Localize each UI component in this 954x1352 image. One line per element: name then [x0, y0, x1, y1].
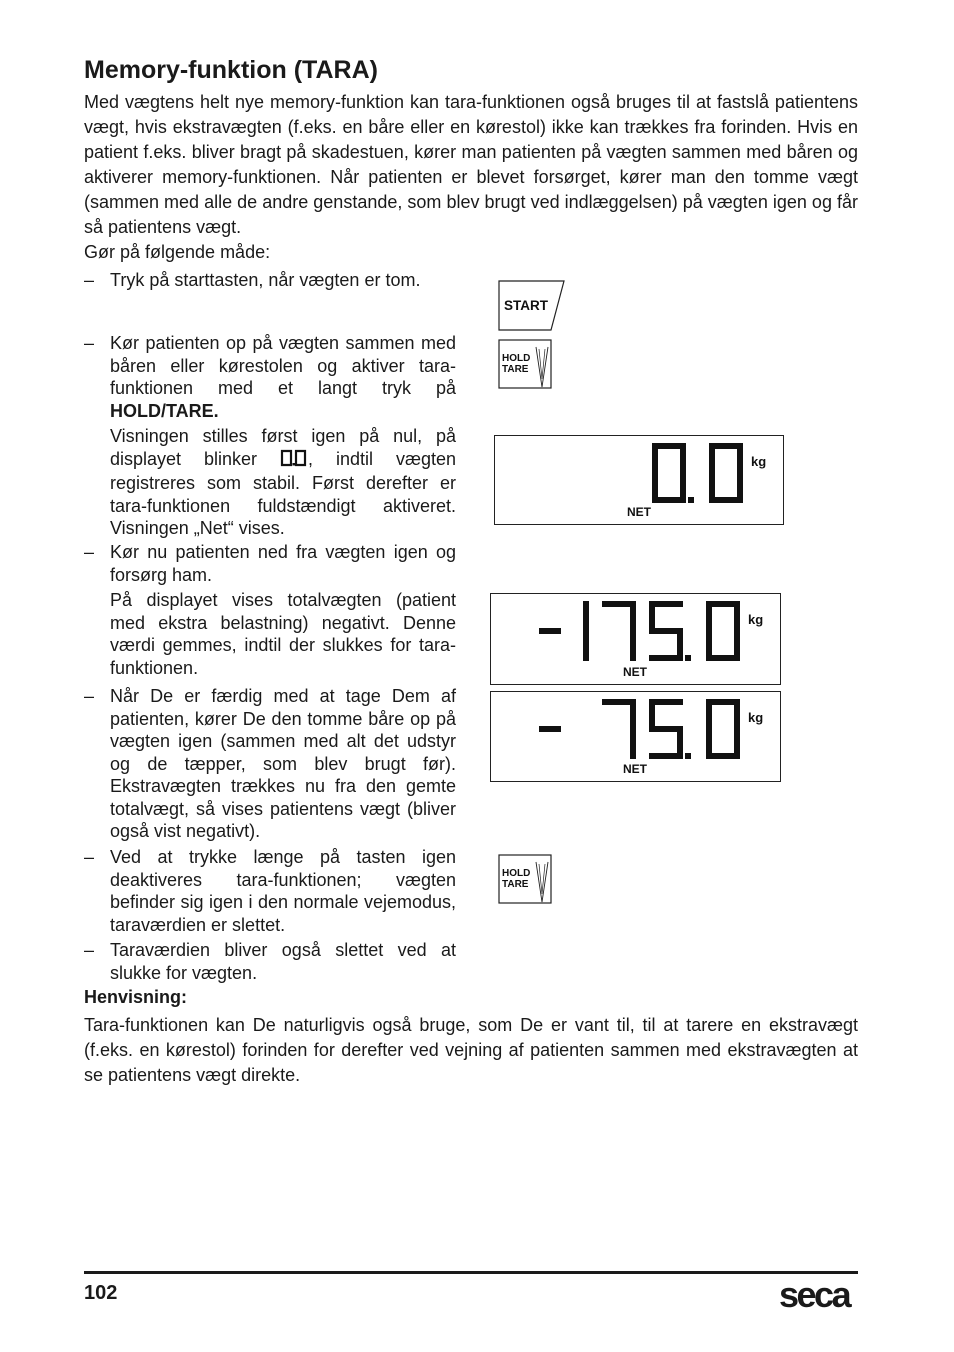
step-2-text: Kør patienten op på vægten sammen med båren eller kørestolen og aktiver tara-funktionen med et langt tryk på: [110, 333, 456, 398]
bullet-dash: –: [84, 333, 95, 353]
seca-logo-text: seca: [779, 1274, 850, 1314]
bullet-dash: –: [84, 270, 95, 290]
hold-label: HOLD: [502, 868, 531, 879]
lcd-net-label: NET: [627, 505, 651, 519]
hold-tare-label: HOLD/TARE.: [110, 400, 219, 421]
lcd-display-3: [490, 691, 781, 782]
step-1: [84, 269, 456, 292]
bullet-dash: –: [84, 847, 95, 867]
page-title: Memory-funktion (TARA): [84, 56, 378, 84]
footer-rule: [84, 1271, 858, 1274]
bullet-dash: –: [84, 686, 95, 706]
step-2: [84, 332, 456, 540]
lcd-digit: [649, 601, 683, 661]
step-4-text: Når De er færdig med at tage Dem af patienten, kører De den tomme båre op på vægten igen (sammen med alt det udstyr og de tæpper, som blev brugt før). Ekstravægten trækkes nu fra den gemte totalvægt, så vises patientens vægt (bliver også vist negativt).: [110, 686, 456, 841]
step-2-cont-b: , indtil vægten registreres som stabil. Først derefter er tara-funktionen fuldstændigt aktiveret. Visningen „Net“ vises.: [110, 448, 456, 538]
inline-zero-digits: [280, 449, 308, 467]
procedure-lead: Gør på følgende måde:: [84, 242, 271, 262]
lcd-digit: [602, 699, 636, 759]
step-2-cont-a: Visningen stilles først igen på nul, på displayet blinker: [110, 426, 456, 469]
lcd-minus-sign: [539, 726, 561, 732]
note-heading: Henvisning:: [84, 987, 188, 1007]
seca-logo: [779, 1274, 859, 1319]
step-6: [84, 939, 456, 984]
lcd-digit: [709, 443, 743, 503]
lcd-digit: [602, 601, 636, 661]
step-3: [84, 541, 456, 679]
hold-tare-button: [498, 854, 554, 911]
step-4: [84, 685, 456, 843]
step-3-text: Kør nu patienten ned fra vægten igen og forsørg ham.: [110, 542, 456, 585]
lcd-digit: [649, 699, 683, 759]
tare-label: TARE: [502, 364, 529, 375]
lcd-minus-sign: [539, 628, 561, 634]
inline-segment-display: [280, 449, 308, 473]
step-5: [84, 846, 456, 936]
bullet-dash: –: [84, 542, 95, 562]
lcd-digit: [706, 601, 740, 661]
bullet-dash: –: [84, 940, 95, 960]
hold-label: HOLD: [502, 353, 531, 364]
page-number: 102: [84, 1282, 118, 1304]
intro-paragraph: Med vægtens helt nye memory-funktion kan tara-funktionen også bruges til at fastslå patientens vægt, hvis ekstravægten (f.eks. en båre eller en kørestol) ikke kan trækkes fra forinden. Hvis en patient f.eks. bliver bragt på skadestuen, kører man patienten på vægten sammen med båren og aktiverer memory-funktionen. Når patienten er blevet forsørget, kører man den tomme vægt (sammen med alle de andre genstande, som blev brugt ved indlæggelsen) på vægten igen og får så patientens vægt.: [84, 92, 858, 237]
hold-tare-button: [498, 339, 554, 396]
lcd-decimal-point: [688, 497, 694, 503]
lcd-net-label: NET: [623, 762, 647, 776]
step-2-continuation: [84, 425, 456, 540]
lcd-unit: kg: [751, 454, 767, 469]
note-paragraph: Tara-funktionen kan De naturligvis også bruge, som De er vant til, til at tarere en ekstravægt (f.eks. en kørestol) forinden for derefter ved vejning af patienten sammen med ekstravægten at se patientens vægt direkte.: [84, 1015, 858, 1085]
tare-label: TARE: [502, 879, 529, 890]
step-5-text: Ved at trykke længe på tasten igen deaktiveres tara-funktionen; vægten befinder sig igen i den normale vejemodus, taraværdien er slettet.: [110, 847, 456, 935]
lcd-decimal-point: [685, 655, 691, 661]
start-button-label: START: [504, 298, 548, 313]
lcd-unit: kg: [748, 710, 764, 725]
step-6-text: Taraværdien bliver også slettet ved at slukke for vægten.: [110, 940, 456, 983]
lcd-digit: [706, 699, 740, 759]
start-button: [498, 280, 568, 337]
lcd-display-1: [494, 435, 784, 525]
lcd-unit: kg: [748, 612, 764, 627]
step-3-continuation: På displayet vises totalvægten (patient med ekstra belastning) negativt. Denne værdi gemmes, indtil der slukkes for tara-funktionen.: [110, 590, 456, 678]
lcd-decimal-point: [685, 753, 691, 759]
lcd-display-2: [490, 593, 781, 685]
lcd-digit: [652, 443, 686, 503]
lcd-net-label: NET: [623, 665, 647, 679]
lcd-digit: [583, 601, 589, 661]
step-1-text: Tryk på starttasten, når vægten er tom.: [110, 270, 421, 290]
